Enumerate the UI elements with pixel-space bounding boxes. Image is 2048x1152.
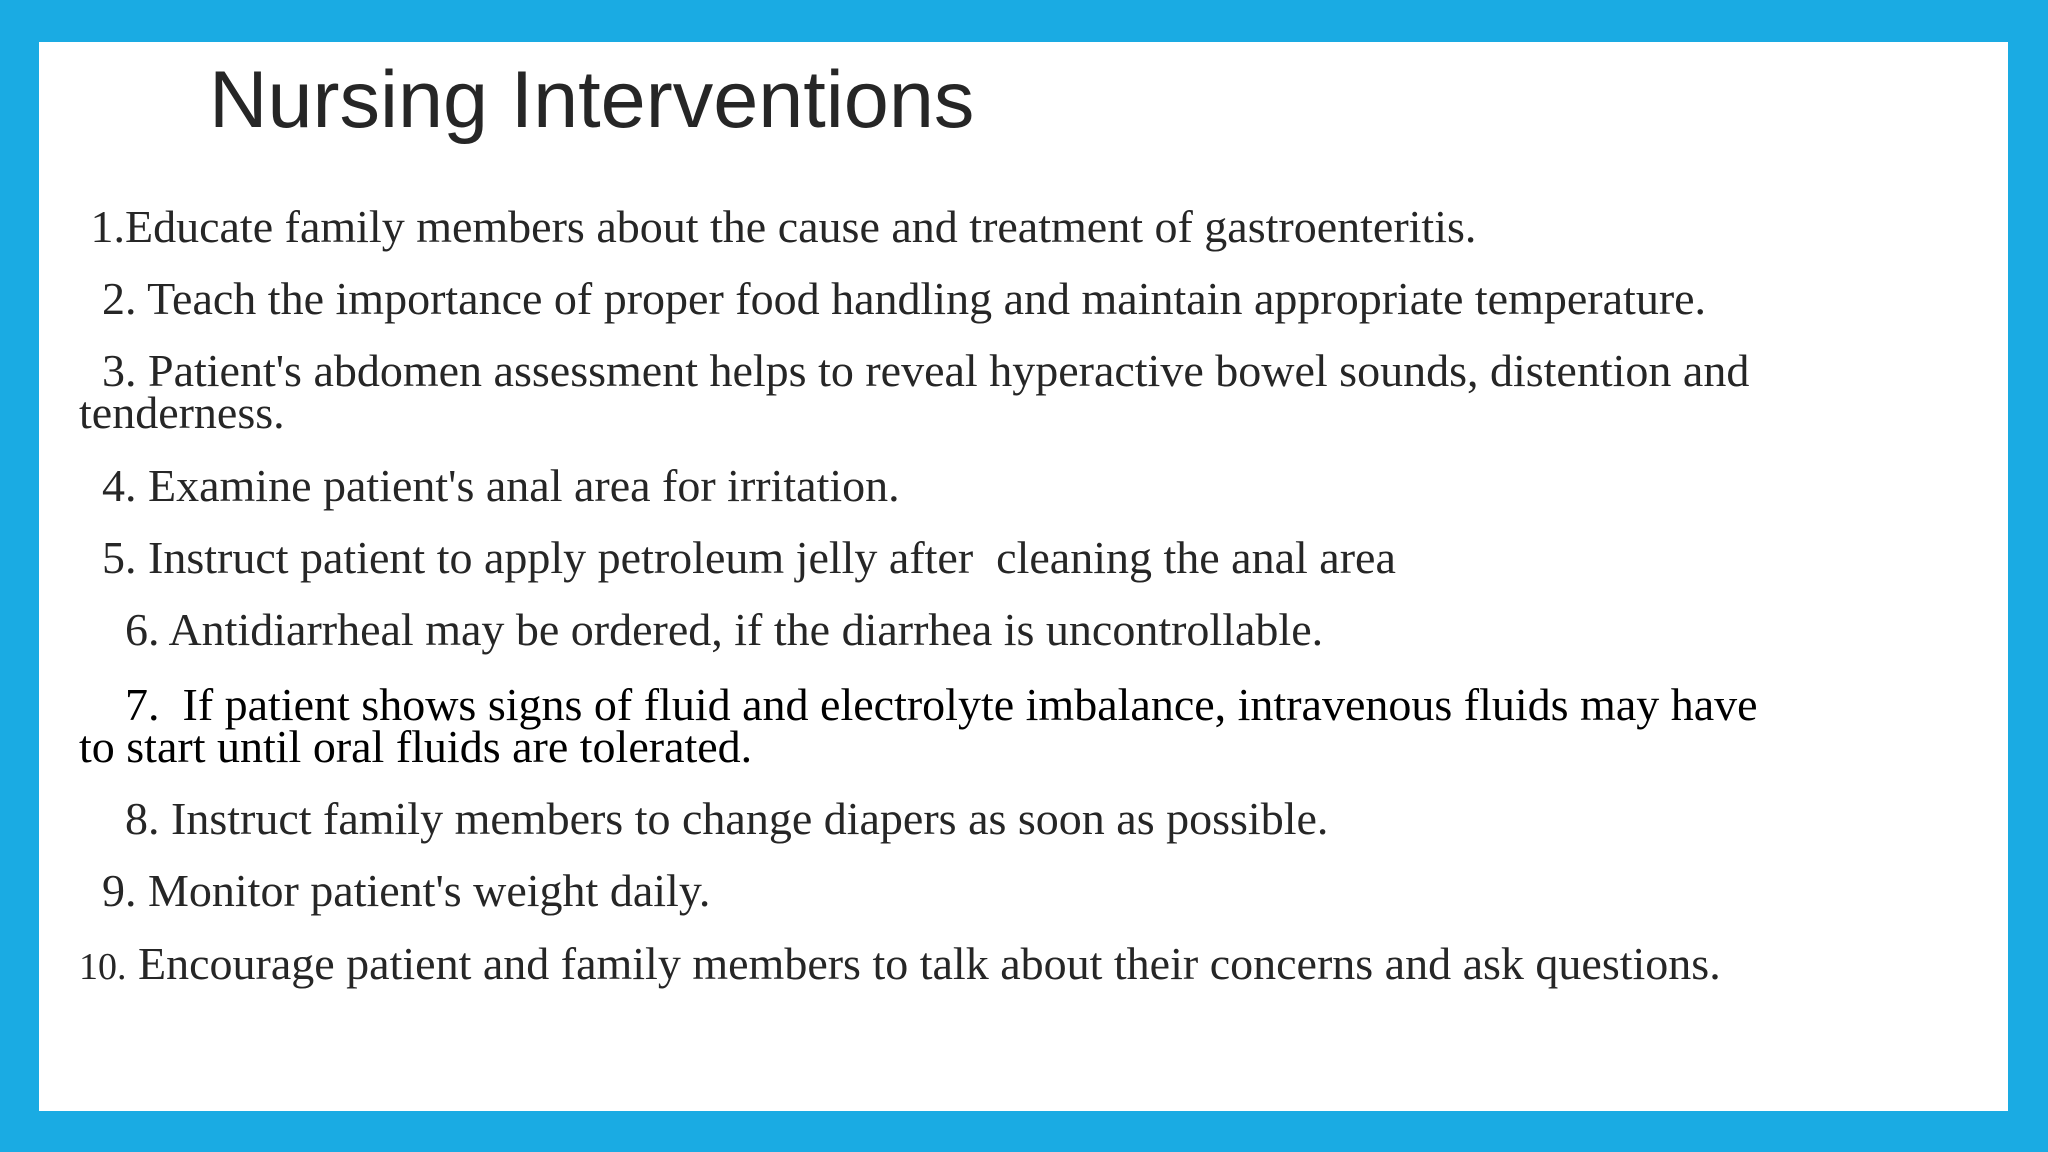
list-item-2 xyxy=(79,273,1707,324)
item-text: Antidiarrheal may be ordered, if the diarrhea is uncontrollable. xyxy=(159,604,1324,655)
item-number: 8. xyxy=(79,793,160,844)
list-item-6 xyxy=(79,604,1324,655)
item-text: Examine patient's anal area for irritation. xyxy=(136,460,900,511)
item-text: Instruct family members to change diapers as soon as possible. xyxy=(159,793,1329,844)
item-text: Patient's abdomen assessment helps to reveal hyperactive bowel sounds, distention and tenderness. xyxy=(79,345,1750,438)
item-text: Instruct patient to apply petroleum jelly after cleaning the anal area xyxy=(136,532,1396,583)
list-item-3 xyxy=(79,345,1750,438)
list-item-10 xyxy=(79,938,1721,989)
slide xyxy=(39,42,2008,1111)
item-number: 6. xyxy=(79,604,160,655)
slide-title: Nursing Interventions xyxy=(209,55,975,145)
item-number: 10. xyxy=(79,946,127,988)
item-text: Teach the importance of proper food handling and maintain appropriate temperature. xyxy=(136,273,1707,324)
item-number: 4. xyxy=(79,460,137,511)
item-number: 3. xyxy=(79,345,137,396)
item-number: 2. xyxy=(79,273,137,324)
list-item-1 xyxy=(79,201,1477,252)
list-item-7 xyxy=(79,679,1758,772)
list-item-8 xyxy=(79,793,1329,844)
item-text: Encourage patient and family members to talk about their concerns and ask questions. xyxy=(126,938,1721,989)
item-number: 1. xyxy=(79,201,125,252)
item-text: Educate family members about the cause and treatment of gastroenteritis. xyxy=(125,201,1477,252)
list-item-5 xyxy=(79,532,1396,583)
list-item-9 xyxy=(79,865,711,916)
item-number: 9. xyxy=(79,865,137,916)
list-item-4 xyxy=(79,460,900,511)
item-number: 5. xyxy=(79,532,137,583)
item-text: If patient shows signs of fluid and electrolyte imbalance, intravenous fluids may have to start until oral fluids are tolerated. xyxy=(79,679,1758,772)
item-number: 7. xyxy=(79,679,160,730)
item-text: Monitor patient's weight daily. xyxy=(136,865,711,916)
